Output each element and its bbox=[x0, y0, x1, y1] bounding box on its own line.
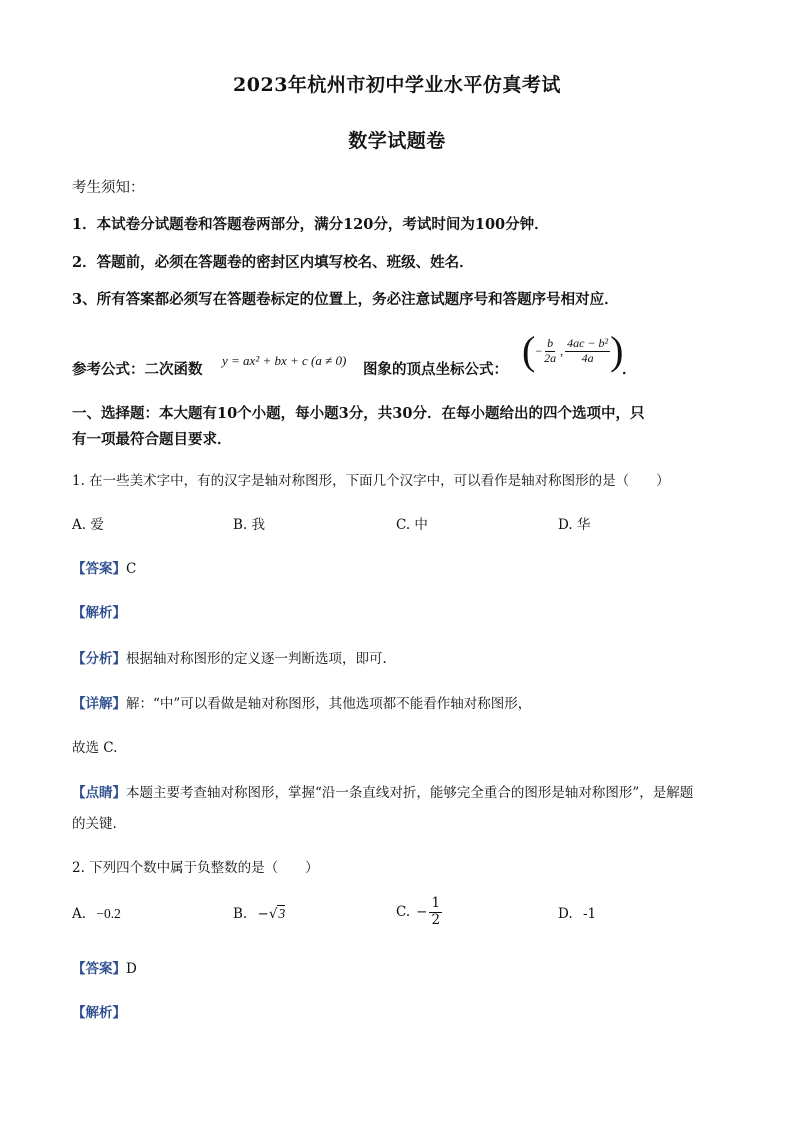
q2-option-d-value: -1 bbox=[582, 906, 597, 922]
q2-answer-value: D bbox=[126, 961, 137, 977]
section-heading-line1: 一、选择题：本大题有10个小题，每小题3分，共30分．在每小题给出的四个选项中，只 bbox=[72, 405, 645, 422]
q1-xiangjie bbox=[72, 692, 531, 712]
q1-answer-tag: 【答案】 bbox=[72, 561, 126, 577]
q1-option-a: A. 爱 bbox=[72, 517, 104, 533]
q2-option-d bbox=[558, 906, 596, 922]
q2-option-b-minus: − bbox=[257, 906, 269, 922]
vertex-x-fraction bbox=[542, 337, 558, 366]
quadratic-function: y = ax² + bx + c (a ≠ 0) bbox=[222, 353, 347, 368]
q2-option-c bbox=[396, 896, 442, 928]
q2-option-c-den: 2 bbox=[431, 911, 441, 928]
q2-answer bbox=[72, 957, 137, 977]
q1-analysis bbox=[72, 601, 126, 621]
q2-option-a-value: −0.2 bbox=[96, 906, 121, 921]
q1-dianjing-tag: 【点睛】 bbox=[72, 785, 126, 801]
q1-option-c: C. 中 bbox=[396, 517, 428, 533]
q1-option-d: D. 华 bbox=[558, 517, 591, 533]
q1-answer-value: C bbox=[126, 561, 137, 577]
q2-analysis-tag: 【解析】 bbox=[72, 1005, 126, 1021]
sqrt-symbol: √ bbox=[268, 906, 278, 922]
q1-conclusion: 故选 C. bbox=[72, 740, 118, 756]
vertex-x-num: b bbox=[547, 335, 554, 350]
right-paren: ) bbox=[610, 328, 624, 373]
q1-dianjing bbox=[72, 781, 693, 801]
q2-analysis bbox=[72, 1001, 126, 1021]
q1-answer bbox=[72, 557, 136, 577]
vertex-y-num: 4ac − b² bbox=[567, 335, 609, 350]
vertex-x-den: 2a bbox=[544, 350, 557, 365]
q2-stem: 2. 下列四个数中属于负整数的是（ ） bbox=[72, 860, 319, 876]
q1-fenxi-text: 根据轴对称图形的定义逐一判断选项，即可. bbox=[126, 651, 387, 667]
vertex-y-fraction bbox=[565, 337, 610, 366]
q1-xiangjie-text: 解：“中”可以看做是轴对称图形，其他选项都不能看作轴对称图形， bbox=[126, 696, 532, 712]
q2-option-c-fraction bbox=[429, 896, 442, 928]
q1-analysis-tag: 【解析】 bbox=[72, 605, 126, 621]
q2-option-c-minus: − bbox=[416, 904, 428, 921]
q1-fenxi bbox=[72, 647, 387, 667]
q2-option-a-label: A. bbox=[72, 906, 87, 922]
vertex-comma: , bbox=[560, 343, 564, 358]
notice-item-2: 2．答题前，必须在答题卷的密封区内填写校名、班级、姓名． bbox=[72, 254, 474, 271]
left-paren: ( bbox=[522, 328, 536, 373]
q2-option-b bbox=[233, 906, 285, 922]
vertex-y-den: 4a bbox=[581, 350, 594, 365]
notice-item-3: 3、所有答案都必须写在答题卷标定的位置上，务必注意试题序号和答题序号相对应． bbox=[72, 291, 619, 308]
notice-heading: 考生须知： bbox=[72, 180, 145, 196]
q1-stem: 1. 在一些美术字中，有的汉字是轴对称图形，下面几个汉字中，可以看作是轴对称图形的是（ ） bbox=[72, 473, 670, 489]
q1-dianjing-line2: 的关键. bbox=[72, 816, 117, 832]
q2-option-b-radicand: 3 bbox=[278, 906, 286, 921]
q1-xiangjie-tag: 【详解】 bbox=[72, 696, 126, 712]
q2-option-d-label: D. bbox=[558, 906, 573, 922]
section-heading-line2: 有一项最符合题目要求． bbox=[72, 431, 232, 448]
vertex-formula bbox=[522, 328, 624, 373]
formula-label: 参考公式：二次函数 bbox=[72, 361, 203, 378]
q1-dianjing-text: 本题主要考查轴对称图形，掌握“沿一条直线对折，能够完全重合的图形是轴对称图形”，是解题 bbox=[126, 785, 694, 801]
formula-middle-text: 图象的顶点坐标公式： bbox=[363, 361, 508, 378]
vertex-minus: − bbox=[535, 343, 543, 358]
q1-fenxi-tag: 【分析】 bbox=[72, 651, 126, 667]
formula-end: ． bbox=[622, 361, 637, 378]
q2-option-c-label: C. bbox=[396, 904, 411, 921]
exam-title: 2023年杭州市初中学业水平仿真考试 bbox=[233, 74, 561, 96]
q2-option-a bbox=[72, 906, 121, 922]
notice-item-1: 1．本试卷分试题卷和答题卷两部分，满分120分，考试时间为100分钟． bbox=[72, 216, 549, 233]
q2-option-c-num: 1 bbox=[431, 895, 441, 911]
exam-subtitle: 数学试题卷 bbox=[348, 130, 446, 152]
q1-option-b: B. 我 bbox=[233, 517, 266, 533]
q2-answer-tag: 【答案】 bbox=[72, 961, 126, 977]
q2-option-b-label: B. bbox=[233, 906, 248, 922]
